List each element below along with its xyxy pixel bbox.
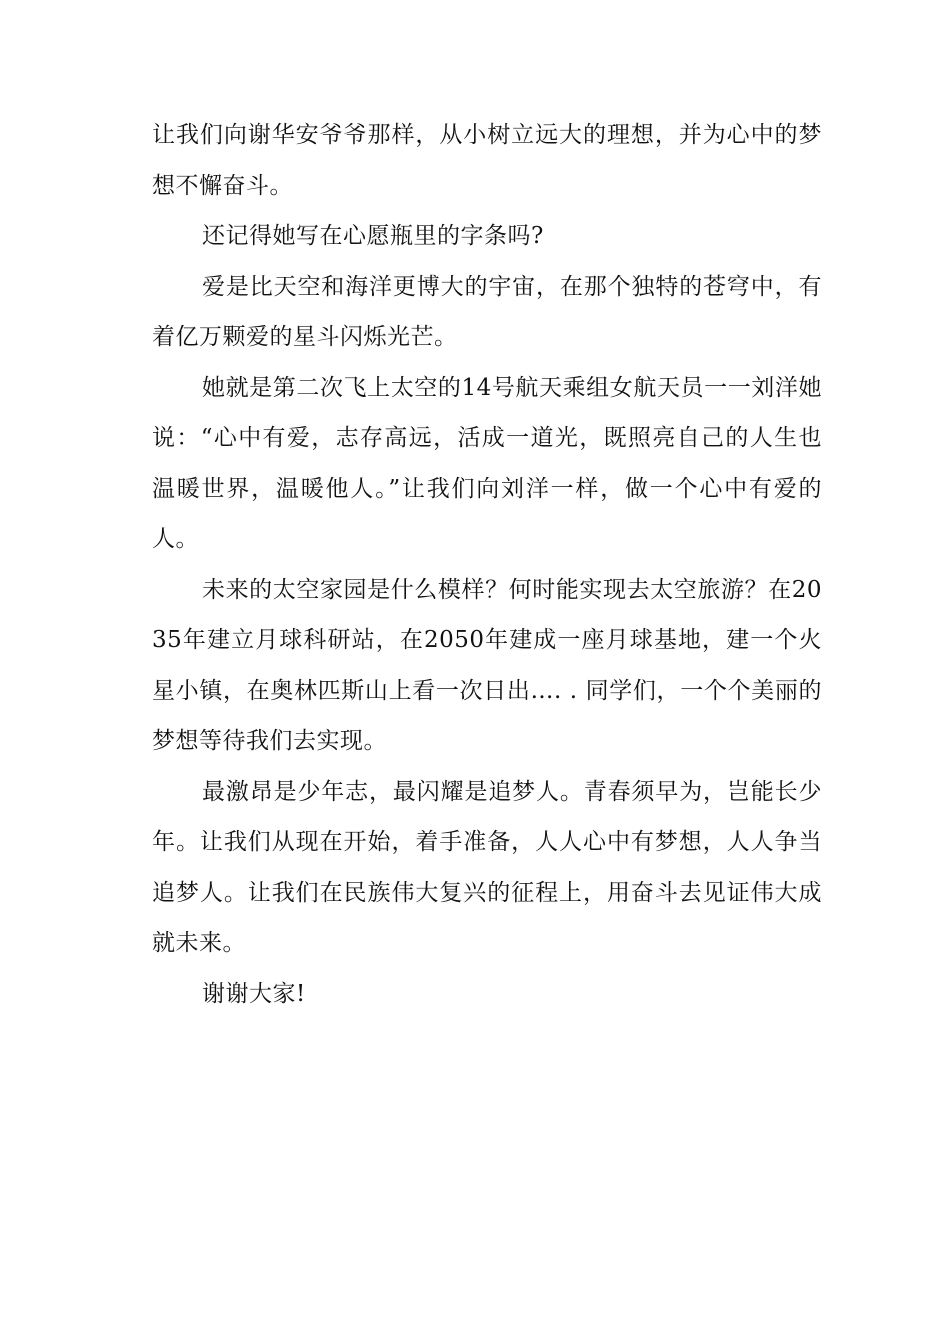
paragraph-space-future: 未来的太空家园是什么模样？何时能实现去太空旅游？在2035年建立月球科研站，在2050年建成一座月球基地，建一个火星小镇，在奥林匹斯山上看一次日出…. . 同学们，一个个美丽的梦想等待我们去实现。 — [152, 576, 822, 754]
document-body — [152, 110, 822, 1019]
paragraph-youth-dream: 最激昂是少年志，最闪耀是追梦人。青春须早为，岂能长少年。让我们从现在开始，着手准备，人人心中有梦想，人人争当追梦人。让我们在民族伟大复兴的征程上，用奋斗去见证伟大成就未来。 — [152, 778, 822, 956]
paragraph-thanks: 谢谢大家! — [202, 980, 306, 1007]
paragraph-love-universe: 爱是比天空和海洋更博大的宇宙，在那个独特的苍穹中，有着亿万颗爱的星斗闪烁光芒。 — [152, 273, 822, 350]
paragraph-xie-huaan: 让我们向谢华安爷爷那样，从小树立远大的理想，并为心中的梦想不懈奋斗。 — [152, 122, 822, 199]
paragraph-liu-yang: 她就是第二次飞上太空的14号航天乘组女航天员一一刘洋她说：“心中有爱，志存高远，活成一道光，既照亮自己的人生也温暖世界，温暖他人。”让我们向刘洋一样，做一个心中有爱的人。 — [152, 374, 822, 552]
paragraph-wish-bottle: 还记得她写在心愿瓶里的字条吗? — [202, 223, 544, 249]
